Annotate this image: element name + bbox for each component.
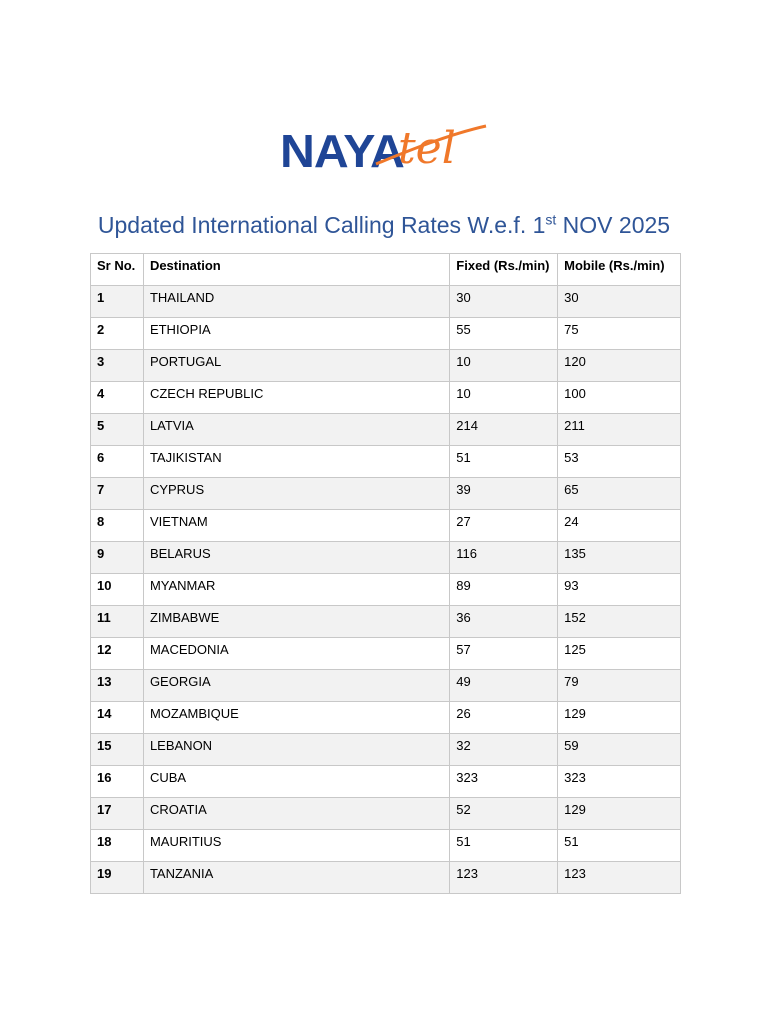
table-row xyxy=(91,382,681,414)
cell-mobile-rate: 120 xyxy=(558,350,681,382)
cell-sr-no: 18 xyxy=(91,830,144,862)
rates-table-body xyxy=(91,286,681,894)
title-main: Updated International Calling Rates W.e.f. 1 xyxy=(97,212,546,238)
cell-sr-no: 5 xyxy=(91,414,144,446)
cell-fixed-rate: 89 xyxy=(450,574,558,606)
cell-fixed-rate: 51 xyxy=(450,830,558,862)
cell-fixed-rate: 26 xyxy=(450,702,558,734)
table-row xyxy=(91,574,681,606)
page-title xyxy=(0,212,768,239)
cell-destination: ETHIOPIA xyxy=(143,318,449,350)
cell-fixed-rate: 32 xyxy=(450,734,558,766)
logo-tel-text: tel xyxy=(398,123,456,174)
cell-sr-no: 6 xyxy=(91,446,144,478)
cell-mobile-rate: 79 xyxy=(558,670,681,702)
cell-destination: MYANMAR xyxy=(143,574,449,606)
title-superscript: st xyxy=(545,211,557,228)
table-row xyxy=(91,702,681,734)
cell-mobile-rate: 53 xyxy=(558,446,681,478)
cell-fixed-rate: 51 xyxy=(450,446,558,478)
cell-destination: MACEDONIA xyxy=(143,638,449,670)
cell-sr-no: 15 xyxy=(91,734,144,766)
cell-mobile-rate: 135 xyxy=(558,542,681,574)
table-row xyxy=(91,670,681,702)
title-tail: NOV 2025 xyxy=(556,212,671,238)
cell-destination: ZIMBABWE xyxy=(143,606,449,638)
table-row xyxy=(91,478,681,510)
cell-destination: BELARUS xyxy=(143,542,449,574)
cell-fixed-rate: 52 xyxy=(450,798,558,830)
table-row xyxy=(91,510,681,542)
table-row xyxy=(91,606,681,638)
cell-mobile-rate: 129 xyxy=(558,798,681,830)
rates-table xyxy=(90,253,681,894)
logo-swoosh xyxy=(280,120,490,178)
cell-mobile-rate: 323 xyxy=(558,766,681,798)
cell-fixed-rate: 214 xyxy=(450,414,558,446)
logo-naya-text: NAYA xyxy=(280,125,404,177)
cell-destination: CUBA xyxy=(143,766,449,798)
cell-mobile-rate: 51 xyxy=(558,830,681,862)
cell-destination: CYPRUS xyxy=(143,478,449,510)
cell-fixed-rate: 36 xyxy=(450,606,558,638)
cell-sr-no: 13 xyxy=(91,670,144,702)
cell-destination: CZECH REPUBLIC xyxy=(143,382,449,414)
cell-mobile-rate: 129 xyxy=(558,702,681,734)
header-fixed-rate: Fixed (Rs./min) xyxy=(450,254,558,286)
table-row xyxy=(91,798,681,830)
cell-sr-no: 12 xyxy=(91,638,144,670)
cell-mobile-rate: 24 xyxy=(558,510,681,542)
cell-destination: THAILAND xyxy=(143,286,449,318)
cell-fixed-rate: 10 xyxy=(450,350,558,382)
cell-sr-no: 10 xyxy=(91,574,144,606)
cell-mobile-rate: 75 xyxy=(558,318,681,350)
cell-mobile-rate: 125 xyxy=(558,638,681,670)
cell-destination: CROATIA xyxy=(143,798,449,830)
table-header-row xyxy=(91,254,681,286)
cell-sr-no: 14 xyxy=(91,702,144,734)
cell-sr-no: 11 xyxy=(91,606,144,638)
header-destination: Destination xyxy=(143,254,449,286)
table-row xyxy=(91,286,681,318)
cell-destination: LEBANON xyxy=(143,734,449,766)
cell-sr-no: 17 xyxy=(91,798,144,830)
cell-fixed-rate: 49 xyxy=(450,670,558,702)
cell-destination: PORTUGAL xyxy=(143,350,449,382)
cell-destination: MAURITIUS xyxy=(143,830,449,862)
cell-sr-no: 3 xyxy=(91,350,144,382)
cell-sr-no: 7 xyxy=(91,478,144,510)
cell-destination: LATVIA xyxy=(143,414,449,446)
cell-fixed-rate: 123 xyxy=(450,862,558,894)
cell-fixed-rate: 30 xyxy=(450,286,558,318)
cell-fixed-rate: 323 xyxy=(450,766,558,798)
cell-fixed-rate: 55 xyxy=(450,318,558,350)
cell-mobile-rate: 59 xyxy=(558,734,681,766)
cell-destination: MOZAMBIQUE xyxy=(143,702,449,734)
cell-fixed-rate: 10 xyxy=(450,382,558,414)
table-row xyxy=(91,830,681,862)
cell-destination: TAJIKISTAN xyxy=(143,446,449,478)
table-row xyxy=(91,350,681,382)
cell-sr-no: 4 xyxy=(91,382,144,414)
cell-mobile-rate: 65 xyxy=(558,478,681,510)
cell-mobile-rate: 152 xyxy=(558,606,681,638)
header-sr-no: Sr No. xyxy=(91,254,144,286)
table-row xyxy=(91,862,681,894)
cell-sr-no: 2 xyxy=(91,318,144,350)
table-row xyxy=(91,446,681,478)
cell-mobile-rate: 93 xyxy=(558,574,681,606)
cell-fixed-rate: 116 xyxy=(450,542,558,574)
cell-sr-no: 8 xyxy=(91,510,144,542)
table-row xyxy=(91,318,681,350)
table-row xyxy=(91,542,681,574)
cell-mobile-rate: 123 xyxy=(558,862,681,894)
table-row xyxy=(91,734,681,766)
cell-sr-no: 1 xyxy=(91,286,144,318)
table-row xyxy=(91,638,681,670)
cell-mobile-rate: 211 xyxy=(558,414,681,446)
cell-sr-no: 19 xyxy=(91,862,144,894)
table-row xyxy=(91,766,681,798)
cell-sr-no: 16 xyxy=(91,766,144,798)
cell-destination: GEORGIA xyxy=(143,670,449,702)
table-row xyxy=(91,414,681,446)
cell-mobile-rate: 100 xyxy=(558,382,681,414)
cell-fixed-rate: 39 xyxy=(450,478,558,510)
cell-destination: TANZANIA xyxy=(143,862,449,894)
header-mobile-rate: Mobile (Rs./min) xyxy=(558,254,681,286)
cell-destination: VIETNAM xyxy=(143,510,449,542)
cell-fixed-rate: 27 xyxy=(450,510,558,542)
nayatel-logo xyxy=(280,120,490,178)
cell-fixed-rate: 57 xyxy=(450,638,558,670)
cell-sr-no: 9 xyxy=(91,542,144,574)
cell-mobile-rate: 30 xyxy=(558,286,681,318)
